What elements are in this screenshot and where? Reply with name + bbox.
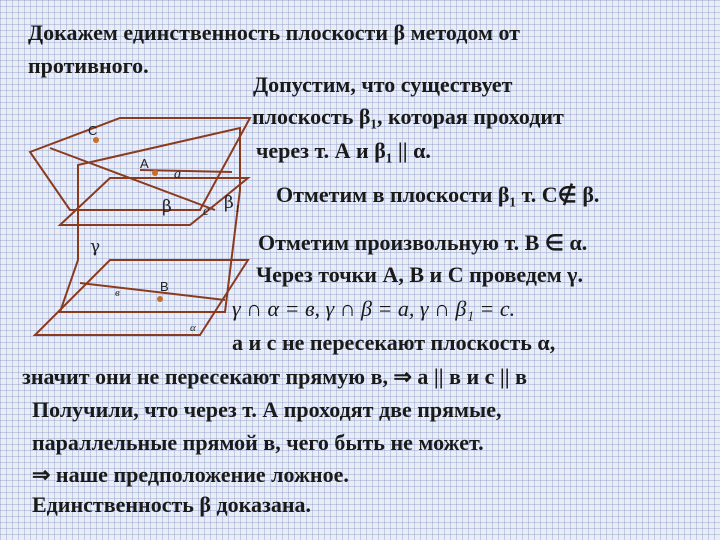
text-line-10: а и с не пересекают плоскость α, [232, 330, 556, 355]
label-c: с [203, 204, 210, 219]
text-line-5: через т. А и β₁ || α. [256, 138, 431, 163]
text-line-9: γ ∩ α = в, γ ∩ β = а, γ ∩ β₁ = с. [232, 296, 516, 321]
label-alpha: α [190, 322, 196, 334]
line-v [80, 283, 225, 300]
text-line-15: Единственность β доказана. [32, 492, 312, 517]
text-line-2: противного. [28, 53, 149, 78]
text-line-13: параллельные прямой в, чего быть не может. [32, 430, 484, 455]
label-beta: β [162, 197, 172, 217]
label-v: в [115, 287, 120, 299]
text-line-11: значит они не пересекают прямую в, ⇒ а || в и с || в [22, 364, 528, 389]
text-line-3: Допустим, что существует [253, 72, 513, 97]
label-beta1: β [224, 193, 234, 213]
label-beta1-sub: 1 [235, 204, 240, 215]
label-gamma: γ [90, 237, 101, 257]
text-line-1: Докажем единственность плоскости β методом от [28, 20, 520, 45]
text-line-6: Отметим в плоскости β₁ т. С∉ β. [276, 182, 600, 207]
point-A [152, 170, 158, 176]
text-line-4: плоскость β₁, которая проходит [252, 104, 564, 129]
label-B: В [160, 279, 169, 294]
plane-beta [60, 178, 248, 225]
text-line-12: Получили, что через т. А проходят две прямые, [32, 397, 502, 422]
text-line-7: Отметим произвольную т. В ∈ α. [258, 230, 588, 255]
point-B [157, 296, 163, 302]
text-line-8: Через точки А, В и С проведем γ. [256, 262, 583, 287]
label-C: С [88, 123, 98, 138]
label-a: а [174, 167, 181, 182]
text-line-14: ⇒ наше предположение ложное. [32, 462, 349, 487]
label-A: А [140, 156, 149, 171]
plane-alpha [35, 260, 248, 335]
